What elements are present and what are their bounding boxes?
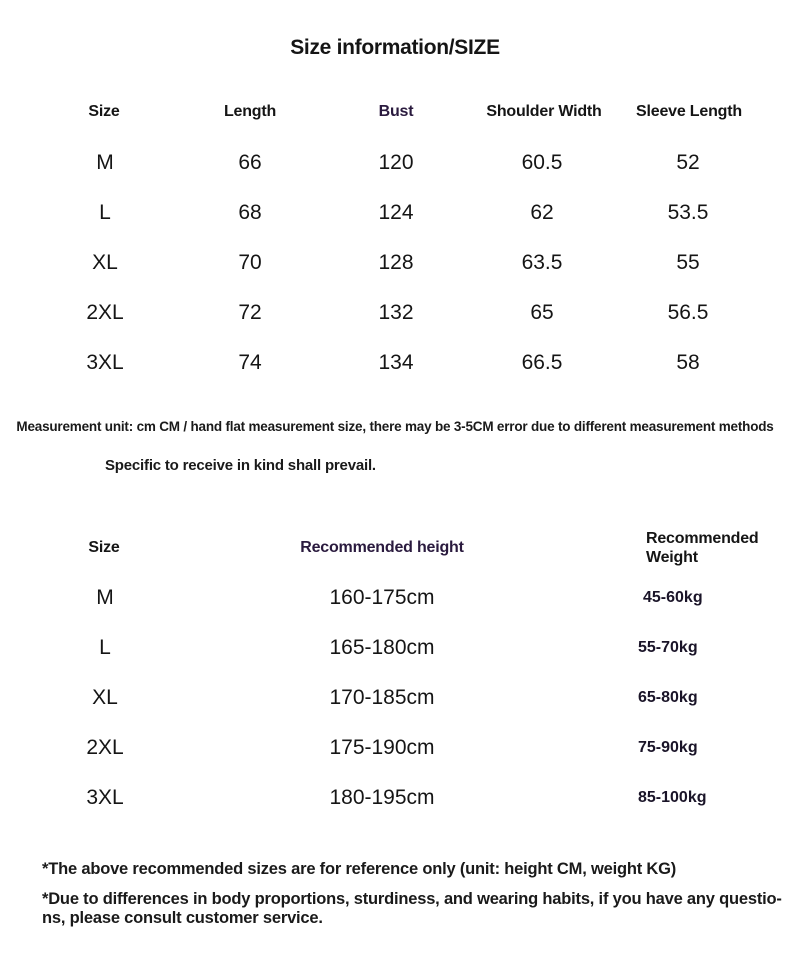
size-cell: M bbox=[96, 586, 114, 609]
header-sleeve-length: Sleeve Length bbox=[636, 103, 742, 120]
height-cell: 170-185cm bbox=[329, 686, 435, 709]
header-bust: Bust bbox=[378, 103, 414, 120]
header-recommended-height: Recommended height bbox=[300, 539, 464, 556]
header-shoulder-width: Shoulder Width bbox=[486, 103, 602, 120]
length-cell: 66 bbox=[238, 151, 262, 174]
shoulder-cell: 66.5 bbox=[521, 351, 563, 374]
length-cell: 72 bbox=[238, 301, 262, 324]
size-cell: L bbox=[99, 201, 111, 224]
size-cell: 2XL bbox=[86, 736, 124, 759]
height-cell: 175-190cm bbox=[329, 736, 435, 759]
bust-cell: 132 bbox=[378, 301, 414, 324]
shoulder-cell: 63.5 bbox=[521, 251, 563, 274]
weight-cell: 65-80kg bbox=[638, 689, 698, 706]
size-cell: 2XL bbox=[86, 301, 124, 324]
bust-cell: 128 bbox=[378, 251, 414, 274]
shoulder-cell: 60.5 bbox=[521, 151, 563, 174]
size-cell: L bbox=[99, 636, 111, 659]
header-size: Size bbox=[88, 103, 120, 120]
weight-cell: 75-90kg bbox=[638, 739, 698, 756]
size-cell: M bbox=[96, 151, 114, 174]
header-recommended-weight-line2: Weight bbox=[646, 549, 698, 566]
sleeve-cell: 56.5 bbox=[667, 301, 709, 324]
sleeve-cell: 58 bbox=[676, 351, 700, 374]
size-cell: 3XL bbox=[86, 351, 124, 374]
size-cell: XL bbox=[92, 251, 118, 274]
sleeve-cell: 52 bbox=[676, 151, 700, 174]
weight-cell: 85-100kg bbox=[638, 789, 707, 806]
size-cell: XL bbox=[92, 686, 118, 709]
length-cell: 74 bbox=[238, 351, 262, 374]
page-title: Size information/SIZE bbox=[290, 36, 500, 59]
bust-cell: 134 bbox=[378, 351, 414, 374]
header-length: Length bbox=[223, 103, 277, 120]
header-recommended-weight-line1: Recommended bbox=[646, 530, 759, 547]
footer-consult-note-line2: ns, please consult customer service. bbox=[42, 909, 323, 927]
measurement-note: Measurement unit: cm CM / hand flat measurement size, there may be 3-5CM error due to different measurement methods bbox=[16, 419, 774, 434]
weight-cell: 55-70kg bbox=[638, 639, 698, 656]
height-cell: 160-175cm bbox=[329, 586, 435, 609]
length-cell: 70 bbox=[238, 251, 262, 274]
length-cell: 68 bbox=[238, 201, 262, 224]
bust-cell: 124 bbox=[378, 201, 414, 224]
shoulder-cell: 65 bbox=[530, 301, 554, 324]
sleeve-cell: 55 bbox=[676, 251, 700, 274]
footer-reference-note: *The above recommended sizes are for reference only (unit: height CM, weight KG) bbox=[42, 860, 677, 878]
height-cell: 165-180cm bbox=[329, 636, 435, 659]
size-cell: 3XL bbox=[86, 786, 124, 809]
shoulder-cell: 62 bbox=[530, 201, 554, 224]
height-cell: 180-195cm bbox=[329, 786, 435, 809]
sleeve-cell: 53.5 bbox=[667, 201, 709, 224]
footer-consult-note-line1: *Due to differences in body proportions, sturdiness, and wearing habits, if you have any questio- bbox=[42, 890, 782, 908]
weight-cell: 45-60kg bbox=[643, 589, 703, 606]
header-size: Size bbox=[88, 539, 120, 556]
prevail-note: Specific to receive in kind shall prevail. bbox=[105, 457, 376, 474]
bust-cell: 120 bbox=[378, 151, 414, 174]
